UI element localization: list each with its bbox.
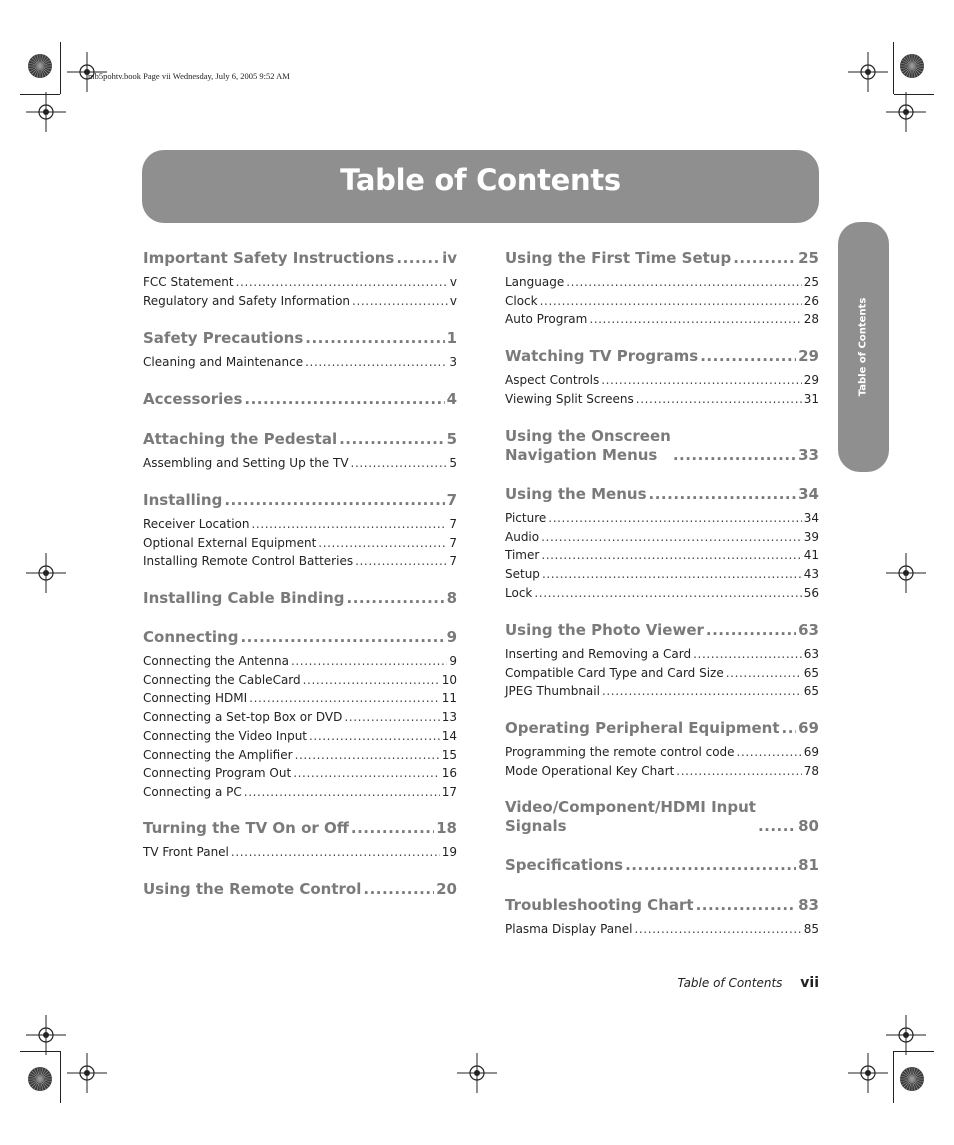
toc-entry[interactable] — [143, 534, 457, 553]
toc-section — [143, 819, 457, 862]
section-page-number: 33 — [798, 446, 819, 464]
section-page-number: 1 — [446, 329, 457, 347]
toc-section-title[interactable] — [143, 329, 457, 348]
toc-entry[interactable] — [505, 292, 819, 311]
toc-section-title[interactable] — [505, 798, 819, 836]
dot-leader — [344, 708, 439, 727]
section-page-number: 8 — [446, 589, 457, 607]
dot-leader — [291, 652, 447, 671]
entry-label: Compatible Card Type and Card Size — [505, 665, 724, 680]
entry-page-number: 16 — [441, 766, 457, 781]
entry-label: Programming the remote control code — [505, 745, 735, 759]
entry-label: Lock — [505, 585, 533, 600]
toc-section — [143, 249, 457, 310]
dot-leader — [706, 621, 796, 640]
section-page-number: 4 — [446, 390, 457, 408]
dot-leader — [541, 528, 802, 547]
toc-entry[interactable] — [143, 727, 457, 746]
toc-entry[interactable] — [143, 764, 457, 783]
toc-entry[interactable] — [505, 584, 819, 603]
dot-leader — [363, 880, 434, 899]
toc-entry[interactable] — [143, 708, 457, 727]
entry-page-number: 7 — [449, 554, 457, 569]
entry-label: Assembling and Setting Up the TV — [143, 456, 349, 470]
entry-label: Connecting the Video Input — [143, 728, 308, 743]
toc-section-title[interactable] — [143, 491, 457, 510]
registration-mark-icon — [26, 1015, 66, 1055]
toc-entry[interactable] — [143, 746, 457, 765]
dot-leader — [339, 430, 444, 449]
section-label: Installing — [143, 491, 223, 509]
entry-label: Timer — [505, 548, 540, 563]
entry-label: Connecting Program Out — [143, 766, 292, 781]
dot-leader — [352, 292, 448, 311]
entry-page-number: 65 — [803, 684, 819, 699]
dot-leader — [295, 746, 440, 765]
toc-entry[interactable] — [143, 783, 457, 802]
toc-entry-list — [143, 652, 457, 802]
toc-section-title[interactable] — [505, 249, 819, 268]
dot-leader — [625, 856, 796, 875]
toc-entry[interactable] — [505, 664, 819, 683]
section-label: Watching TV Programs — [505, 347, 699, 365]
toc-section — [143, 880, 457, 899]
side-tab — [838, 222, 889, 472]
entry-label: Aspect Controls — [505, 373, 600, 387]
section-label: Operating Peripheral Equipment — [505, 719, 780, 737]
dot-leader — [602, 682, 802, 701]
entry-page-number: 39 — [803, 529, 819, 544]
entry-label: Cleaning and Maintenance — [143, 355, 304, 369]
registration-mark-icon — [848, 52, 888, 92]
dot-leader — [396, 249, 440, 268]
toc-entry-list — [505, 371, 819, 408]
registration-mark-icon — [886, 92, 926, 132]
toc-section-title[interactable] — [505, 427, 819, 465]
toc-entry[interactable] — [143, 273, 457, 292]
registration-mark-icon — [26, 553, 66, 593]
entry-label: Installing Remote Control Batteries — [143, 554, 354, 569]
dot-leader — [351, 454, 448, 473]
entry-label: Connecting the Amplifier — [143, 747, 293, 762]
toc-entry-list — [505, 743, 819, 780]
dot-leader — [700, 347, 796, 366]
entry-page-number: 26 — [803, 293, 819, 308]
crop-line — [893, 1051, 894, 1103]
toc-section-title[interactable] — [143, 249, 457, 268]
registration-mark-icon — [848, 1053, 888, 1093]
toc-section — [143, 390, 457, 409]
crop-line — [20, 94, 60, 95]
toc-entry[interactable] — [143, 454, 457, 473]
entry-label: Audio — [505, 529, 540, 544]
toc-section — [143, 589, 457, 608]
dot-leader — [355, 552, 447, 571]
toc-entry[interactable] — [143, 353, 457, 372]
section-label: Using the Remote Control — [143, 880, 362, 898]
section-label: Troubleshooting Chart — [505, 896, 694, 914]
section-page-number: 25 — [798, 249, 819, 267]
dot-leader — [305, 353, 447, 372]
toc-section — [143, 491, 457, 571]
dot-leader — [673, 446, 796, 465]
dot-leader — [782, 719, 797, 738]
section-page-number: 69 — [798, 719, 819, 737]
section-label: Safety Precautions — [143, 329, 304, 347]
toc-section-title[interactable] — [505, 485, 819, 504]
entry-label: Setup — [505, 567, 540, 582]
toc-section — [505, 719, 819, 780]
dot-leader — [541, 546, 801, 565]
dot-leader — [224, 491, 444, 510]
toc-section — [143, 430, 457, 473]
page-footer — [678, 975, 820, 991]
toc-section-title[interactable] — [143, 430, 457, 449]
toc-section — [505, 798, 819, 836]
entry-page-number: 25 — [803, 275, 819, 289]
entry-page-number: 69 — [803, 745, 819, 759]
toc-entry-list — [505, 645, 819, 701]
dot-leader — [231, 843, 440, 862]
dot-leader — [696, 896, 797, 915]
entry-label: Connecting the CableCard — [143, 672, 301, 687]
entry-page-number: v — [449, 275, 457, 289]
toc-entry[interactable] — [505, 762, 819, 781]
entry-page-number: 9 — [449, 654, 457, 668]
entry-page-number: 43 — [803, 567, 819, 582]
entry-page-number: 85 — [803, 922, 819, 936]
dot-leader — [733, 249, 796, 268]
toc-entry[interactable] — [505, 273, 819, 292]
entry-label: Connecting HDMI — [143, 691, 248, 706]
toc-entry[interactable] — [143, 552, 457, 571]
toc-section-title[interactable] — [505, 856, 819, 875]
registration-mark-icon — [886, 1015, 926, 1055]
toc-section — [505, 485, 819, 603]
entry-page-number: 56 — [803, 585, 819, 600]
entry-label: Connecting a PC — [143, 784, 242, 799]
side-tab-label: Table of Contents — [857, 297, 869, 397]
crop-line — [894, 94, 934, 95]
toc-entry[interactable] — [505, 565, 819, 584]
dot-leader — [534, 584, 801, 603]
dot-leader — [758, 817, 796, 836]
entry-page-number: 13 — [441, 710, 457, 725]
registration-mark-icon — [457, 1053, 497, 1093]
entry-page-number: 65 — [803, 665, 819, 680]
registration-mark-icon — [886, 553, 926, 593]
section-label: Connecting — [143, 628, 239, 646]
toc-section — [143, 329, 457, 372]
dot-leader — [548, 509, 801, 528]
entry-label: Connecting the Antenna — [143, 654, 289, 668]
entry-label: Optional External Equipment — [143, 535, 317, 550]
toc-entry[interactable] — [143, 515, 457, 534]
dot-leader — [303, 671, 440, 690]
crop-line — [60, 1051, 61, 1103]
dot-leader — [240, 628, 444, 647]
entry-page-number: 7 — [449, 535, 457, 550]
section-label: Important Safety Instructions — [143, 249, 395, 267]
section-page-number: 80 — [798, 817, 819, 835]
section-page-number: 83 — [798, 896, 819, 914]
toc-entry[interactable] — [505, 509, 819, 528]
section-label: Using the Onscreen Navigation Menus — [505, 427, 671, 464]
section-page-number: iv — [442, 249, 457, 267]
toc-entry[interactable] — [143, 689, 457, 708]
entry-page-number: 15 — [441, 747, 457, 762]
entry-page-number: 17 — [441, 784, 457, 799]
entry-page-number: 5 — [449, 456, 457, 470]
section-label: Using the Photo Viewer — [505, 621, 704, 639]
entry-page-number: 78 — [803, 763, 819, 778]
entry-label: Language — [505, 275, 565, 289]
toc-section — [505, 427, 819, 465]
toc-entry[interactable] — [143, 843, 457, 862]
toc-entry-list — [505, 509, 819, 603]
dot-leader — [293, 764, 440, 783]
section-label: Using the Menus — [505, 485, 647, 503]
dot-leader — [693, 645, 802, 664]
section-page-number: 7 — [446, 491, 457, 509]
dot-leader — [251, 515, 447, 534]
dot-leader — [636, 390, 802, 409]
toc-section-title[interactable] — [143, 880, 457, 899]
dot-leader — [244, 390, 444, 409]
dot-leader — [649, 485, 797, 504]
toc-entry[interactable] — [505, 645, 819, 664]
entry-page-number: 3 — [449, 355, 457, 369]
toc-entry[interactable] — [143, 671, 457, 690]
entry-page-number: v — [449, 293, 457, 308]
toc-entry[interactable] — [143, 652, 457, 671]
starburst-mark-icon — [899, 1066, 925, 1092]
entry-label: Picture — [505, 511, 547, 525]
toc-section-title[interactable] — [505, 719, 819, 738]
entry-page-number: 41 — [803, 548, 819, 563]
toc-section-title[interactable] — [505, 621, 819, 640]
registration-mark-icon — [26, 92, 66, 132]
entry-page-number: 63 — [803, 647, 819, 661]
toc-entry[interactable] — [505, 920, 819, 939]
entry-label: Receiver Location — [143, 517, 250, 531]
toc-entry[interactable] — [505, 371, 819, 390]
entry-label: Viewing Split Screens — [505, 391, 634, 406]
toc-section-title[interactable] — [143, 589, 457, 608]
footer-page-number: vii — [800, 975, 819, 991]
dot-leader — [244, 783, 440, 802]
registration-mark-icon — [67, 1053, 107, 1093]
entry-page-number: 29 — [803, 373, 819, 387]
section-label: Using the First Time Setup — [505, 249, 732, 267]
dot-leader — [634, 920, 801, 939]
toc-section — [505, 621, 819, 701]
entry-page-number: 31 — [803, 391, 819, 406]
toc-entry[interactable] — [505, 546, 819, 565]
entry-label: Clock — [505, 293, 538, 308]
entry-label: TV Front Panel — [143, 845, 229, 859]
print-header-line: mb5pohtv.book Page vii Wednesday, July 6, 2005 9:52 AM — [88, 71, 290, 81]
toc-section — [505, 347, 819, 408]
dot-leader — [305, 329, 444, 348]
entry-label: Inserting and Removing a Card — [505, 647, 692, 661]
section-label: Turning the TV On or Off — [143, 819, 349, 837]
toc-entry-list — [505, 920, 819, 939]
section-page-number: 5 — [446, 430, 457, 448]
toc-section-title[interactable] — [505, 896, 819, 915]
dot-leader — [351, 819, 434, 838]
toc-entry-list — [143, 515, 457, 571]
dot-leader — [540, 292, 802, 311]
crop-line — [893, 42, 894, 94]
dot-leader — [676, 762, 801, 781]
entry-label: Auto Program — [505, 312, 588, 327]
crop-line — [894, 1051, 934, 1052]
crop-line — [20, 1051, 60, 1052]
dot-leader — [566, 273, 801, 292]
toc-entry[interactable] — [505, 682, 819, 701]
entry-label: Connecting a Set-top Box or DVD — [143, 710, 343, 725]
dot-leader — [542, 565, 802, 584]
section-page-number: 34 — [798, 485, 819, 503]
section-label: Attaching the Pedestal — [143, 430, 338, 448]
section-label: Accessories — [143, 390, 243, 408]
toc-entry[interactable] — [505, 390, 819, 409]
toc-entry[interactable] — [505, 743, 819, 762]
section-page-number: 20 — [436, 880, 457, 898]
title-banner — [142, 150, 819, 223]
crop-line — [60, 42, 61, 94]
footer-title: Table of Contents — [677, 976, 783, 990]
entry-page-number: 28 — [803, 312, 819, 327]
toc-section-title[interactable] — [143, 819, 457, 838]
entry-label: Regulatory and Safety Information — [143, 293, 351, 308]
toc-entry-list — [505, 273, 819, 329]
section-label: Specifications — [505, 856, 624, 874]
dot-leader — [737, 743, 802, 762]
entry-label: Mode Operational Key Chart — [505, 763, 675, 778]
section-page-number: 81 — [798, 856, 819, 874]
starburst-mark-icon — [899, 53, 925, 79]
section-page-number: 18 — [436, 819, 457, 837]
section-label: Installing Cable Binding — [143, 589, 345, 607]
dot-leader — [601, 371, 802, 390]
section-label: Video/Component/HDMI Input Signals — [505, 798, 756, 835]
toc-entry-list — [143, 843, 457, 862]
starburst-mark-icon — [27, 1066, 53, 1092]
toc-section — [143, 628, 457, 802]
dot-leader — [309, 727, 440, 746]
toc-entry-list — [143, 454, 457, 473]
toc-entry-list — [143, 273, 457, 310]
entry-label: JPEG Thumbnail — [505, 684, 600, 699]
toc-entry[interactable] — [505, 528, 819, 547]
entry-page-number: 11 — [441, 691, 457, 706]
dot-leader — [249, 689, 440, 708]
toc-section — [505, 896, 819, 939]
toc-section-title[interactable] — [505, 347, 819, 366]
section-page-number: 9 — [446, 628, 457, 646]
dot-leader — [318, 534, 447, 553]
toc-section — [505, 249, 819, 329]
section-page-number: 63 — [798, 621, 819, 639]
entry-label: FCC Statement — [143, 275, 234, 289]
toc-entry-list — [143, 353, 457, 372]
section-page-number: 29 — [798, 347, 819, 365]
toc-section — [505, 856, 819, 875]
entry-page-number: 14 — [441, 728, 457, 743]
entry-page-number: 7 — [449, 517, 457, 531]
toc-entry[interactable] — [505, 310, 819, 329]
dot-leader — [236, 273, 448, 292]
dot-leader — [589, 310, 801, 329]
entry-label: Plasma Display Panel — [505, 922, 633, 936]
dot-leader — [726, 664, 802, 683]
page-title: Table of Contents — [340, 163, 621, 197]
toc-section-title[interactable] — [143, 390, 457, 409]
toc-section-title[interactable] — [143, 628, 457, 647]
entry-page-number: 10 — [441, 672, 457, 687]
starburst-mark-icon — [27, 53, 53, 79]
entry-page-number: 34 — [803, 511, 819, 525]
dot-leader — [347, 589, 445, 608]
entry-page-number: 19 — [441, 845, 457, 859]
toc-entry[interactable] — [143, 292, 457, 311]
